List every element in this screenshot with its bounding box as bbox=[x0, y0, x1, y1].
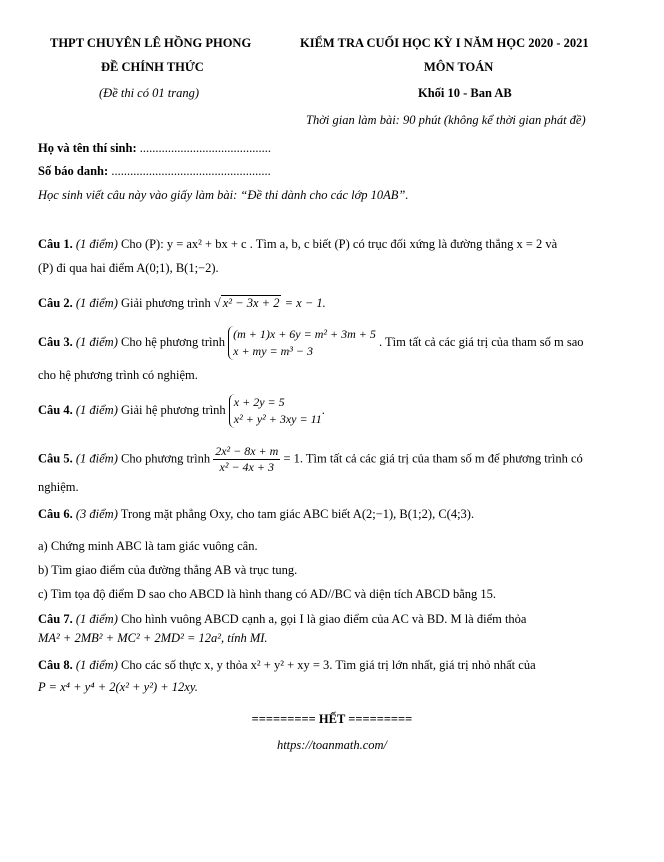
q5-after: = 1. Tìm tất cả các giá trị của tham số m để phương trình có bbox=[283, 451, 583, 466]
exam-time: Thời gian làm bài: 90 phút (không kể thời gian phát đề) bbox=[306, 113, 586, 127]
pages-note: (Đề thi có 01 trang) bbox=[99, 86, 199, 100]
grade: Khối 10 - Ban AB bbox=[418, 86, 512, 100]
q5-points: (1 điểm) bbox=[75, 451, 118, 466]
q2-text: Giải phương trình bbox=[120, 296, 211, 310]
q7-line1 bbox=[38, 612, 526, 627]
q1-line1 bbox=[38, 237, 557, 252]
q2 bbox=[38, 296, 326, 311]
instruction: Học sinh viết câu này vào giấy làm bài: “Đề thi dành cho các lớp 10AB”. bbox=[38, 188, 409, 202]
q4-text: Giải hệ phương trình bbox=[120, 402, 226, 417]
q8-label: Câu 8. bbox=[38, 658, 73, 672]
q3-text: Cho hệ phương trình bbox=[120, 334, 225, 349]
q3-line1 bbox=[38, 326, 584, 360]
q3-system bbox=[228, 326, 376, 360]
q2-label: Câu 2. bbox=[38, 296, 73, 310]
q6-part-b: b) Tìm giao điểm của đường thẳng AB và trục tung. bbox=[38, 563, 298, 577]
q2-rhs: = x − 1. bbox=[284, 296, 326, 310]
q4-after: . bbox=[321, 402, 325, 417]
student-name-line bbox=[38, 141, 271, 156]
q2-radicand: x² − 3x + 2 bbox=[222, 296, 280, 310]
subject: MÔN TOÁN bbox=[424, 60, 494, 74]
q7-points: (1 điểm) bbox=[75, 612, 118, 626]
end-marker: ========= HẾT ========= bbox=[251, 712, 413, 726]
q8-line2: P = x⁴ + y⁴ + 2(x² + y²) + 12xy. bbox=[38, 680, 198, 694]
name-label: Họ và tên thí sinh: bbox=[38, 141, 137, 155]
q1-text: Cho (P): y = ax² + bx + c . Tìm a, b, c biết (P) có trục đối xứng là đường thẳng x = 2 và bbox=[120, 237, 558, 251]
q6-part-c: c) Tìm tọa độ điểm D sao cho ABCD là hình thang có AD//BC và diện tích ABCD bằng 15. bbox=[38, 587, 497, 601]
q8-points: (1 điểm) bbox=[75, 658, 118, 672]
q5-text: Cho phương trình bbox=[120, 451, 211, 466]
q1-line2: (P) đi qua hai điểm A(0;1), B(1;−2). bbox=[38, 261, 219, 275]
q4 bbox=[38, 394, 325, 428]
q3-after: . Tìm tất cả các giá trị của tham số m sao bbox=[378, 334, 584, 349]
q6-label: Câu 6. bbox=[38, 507, 73, 521]
q1-label: Câu 1. bbox=[38, 237, 73, 251]
student-id-line bbox=[38, 164, 271, 179]
q6-part-a: a) Chứng minh ABC là tam giác vuông cân. bbox=[38, 539, 258, 553]
q7-text: Cho hình vuông ABCD cạnh a, gọi I là giao điểm của AC và BD. M là điểm thỏa bbox=[120, 612, 527, 626]
q6 bbox=[38, 507, 474, 522]
q5-label: Câu 5. bbox=[38, 451, 73, 466]
q3-eq1: (m + 1)x + 6y = m² + 3m + 5 bbox=[233, 327, 376, 341]
q5-fraction bbox=[213, 444, 280, 475]
q6-points: (3 điểm) bbox=[75, 507, 118, 521]
q4-system bbox=[229, 394, 322, 428]
q3-line2: cho hệ phương trình có nghiệm. bbox=[38, 368, 198, 382]
q4-points: (1 điểm) bbox=[75, 402, 118, 417]
q7-line2: MA² + 2MB² + MC² + 2MD² = 12a², tính MI. bbox=[38, 631, 268, 645]
official-label: ĐỀ CHÍNH THỨC bbox=[101, 60, 204, 74]
exam-title: KIỂM TRA CUỐI HỌC KỲ I NĂM HỌC 2020 - 2021 bbox=[300, 36, 589, 50]
q8-text: Cho các số thực x, y thỏa x² + y² + xy = 3. Tìm giá trị lớn nhất, giá trị nhỏ nhất của bbox=[120, 658, 536, 672]
q4-eq2: x² + y² + 3xy = 11 bbox=[233, 412, 322, 426]
q5-line2: nghiệm. bbox=[38, 480, 79, 494]
sqrt-icon: √ bbox=[213, 296, 221, 310]
q4-label: Câu 4. bbox=[38, 402, 73, 417]
school-name: THPT CHUYÊN LÊ HỒNG PHONG bbox=[50, 36, 252, 50]
q5-numerator: 2x² − 8x + m bbox=[215, 444, 279, 458]
q6-text: Trong mặt phẳng Oxy, cho tam giác ABC biết A(2;−1), B(1;2), C(4;3). bbox=[120, 507, 475, 521]
q5-line1 bbox=[38, 444, 583, 475]
q8-line1 bbox=[38, 658, 536, 673]
id-label: Số báo danh: bbox=[38, 164, 109, 178]
q3-points: (1 điểm) bbox=[75, 334, 118, 349]
q7-label: Câu 7. bbox=[38, 612, 73, 626]
q2-points: (1 điểm) bbox=[75, 296, 118, 310]
q3-label: Câu 3. bbox=[38, 334, 73, 349]
id-dots: ................................................... bbox=[111, 164, 271, 178]
q1-points: (1 điểm) bbox=[75, 237, 118, 251]
q3-eq2: x + my = m³ − 3 bbox=[233, 344, 313, 358]
q5-denominator: x² − 4x + 3 bbox=[219, 460, 274, 474]
q4-eq1: x + 2y = 5 bbox=[233, 395, 285, 409]
source-url: https://toanmath.com/ bbox=[276, 738, 388, 752]
name-dots: .......................................... bbox=[139, 141, 272, 155]
